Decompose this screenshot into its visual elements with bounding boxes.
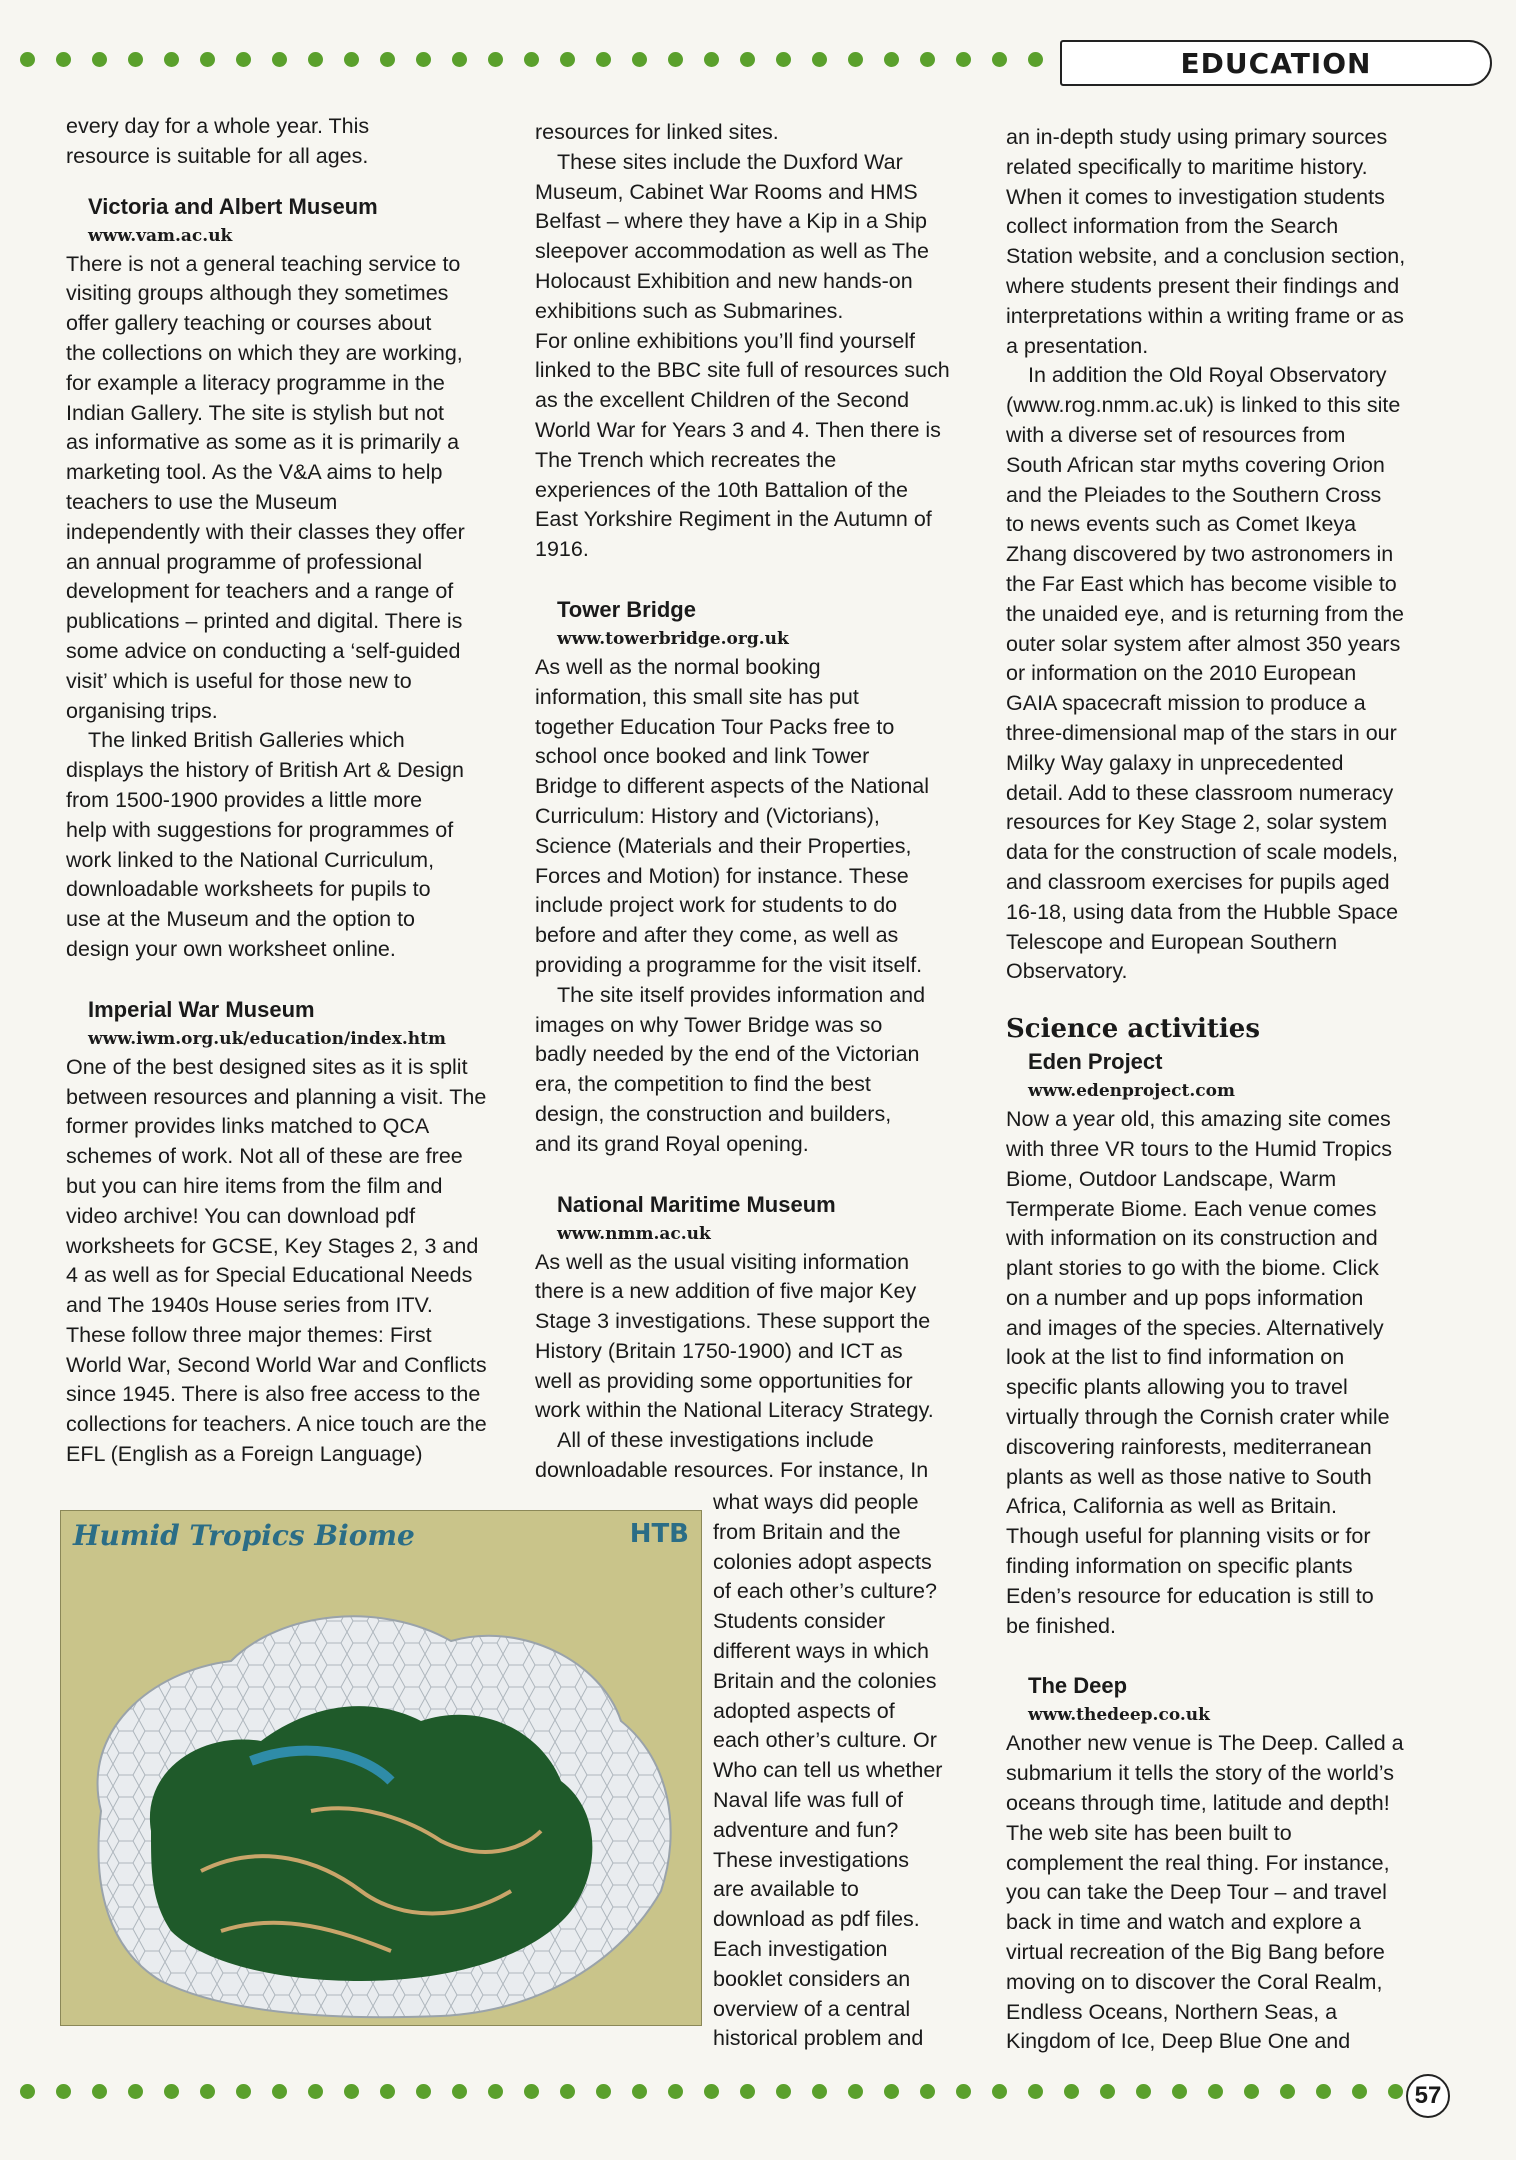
text-line: related specifically to maritime history. <box>1006 154 1368 179</box>
text-line: are available to <box>713 1877 859 1902</box>
rule-dot <box>92 52 107 67</box>
rule-dot <box>344 52 359 67</box>
text-line: the Far East which has become visible to <box>1006 571 1397 596</box>
text-line: linked to the BBC site full of resources such <box>535 358 950 383</box>
page-number-badge <box>1406 2074 1450 2118</box>
text-line: information, this small site has put <box>535 684 859 709</box>
text-line: As well as the usual visiting information <box>535 1249 910 1274</box>
section-label: EDUCATION <box>1180 46 1372 80</box>
text-line: These investigations <box>713 1847 909 1872</box>
text-line: specific plants allowing you to travel <box>1006 1375 1348 1400</box>
text-line: and images of the species. Alternatively <box>1006 1315 1384 1340</box>
text-line: some advice on conducting a ‘self-guided <box>66 638 461 663</box>
biome-map-figure <box>60 1510 702 2026</box>
text-line: well as providing some opportunities for <box>535 1368 913 1393</box>
text-line: virtual recreation of the Big Bang before <box>1006 1940 1385 1965</box>
deep-heading: The Deep <box>1028 1673 1128 1699</box>
text-line: Forces and Motion) for instance. These <box>535 863 909 888</box>
page-number: 57 <box>1414 2082 1442 2109</box>
eden-url[interactable]: www.edenproject.com <box>1028 1081 1235 1102</box>
observatory-paragraph <box>1006 361 1454 987</box>
text-line: East Yorkshire Regiment in the Autumn of <box>535 507 932 532</box>
rule-dot <box>128 52 143 67</box>
col3-intro <box>1006 123 1454 361</box>
text-line: a presentation. <box>1006 333 1149 358</box>
text-line: adopted aspects of <box>713 1698 895 1723</box>
text-line: work linked to the National Curriculum, <box>66 847 435 872</box>
rule-dot <box>56 52 71 67</box>
text-line: look at the list to find information on <box>1006 1345 1345 1370</box>
text-line: interpretations within a writing frame or as <box>1006 303 1404 328</box>
text-line: school once booked and link Tower <box>535 744 870 769</box>
rule-dot <box>812 52 827 67</box>
top-dotted-rule <box>20 52 1064 72</box>
text-line: visit’ which is useful for those new to <box>66 668 412 693</box>
text-line: Museum, Cabinet War Rooms and HMS <box>535 179 918 204</box>
rule-dot <box>632 52 647 67</box>
text-line: Though useful for planning visits or for <box>1006 1524 1371 1549</box>
rule-dot <box>920 2084 935 2099</box>
text-line: 1916. <box>535 537 589 562</box>
text-line: 4 as well as for Special Educational Needs <box>66 1263 473 1288</box>
text-line: former provides links matched to QCA <box>66 1114 430 1139</box>
text-line: One of the best designed sites as it is split <box>66 1054 468 1079</box>
iwm-paragraph-1 <box>66 1053 504 1470</box>
text-line: marketing tool. As the V&A aims to help <box>66 460 443 485</box>
tower-heading: Tower Bridge <box>557 596 696 622</box>
text-line: Kingdom of Ice, Deep Blue One and <box>1006 2029 1351 2054</box>
text-line: experiences of the 10th Battalion of the <box>535 477 908 502</box>
text-line: where students present their findings and <box>1006 273 1400 298</box>
text-line: you can take the Deep Tour – and travel <box>1006 1880 1387 1905</box>
text-line: independently with their classes they offer <box>66 519 465 544</box>
rule-dot <box>272 52 287 67</box>
text-line: Britain and the colonies <box>713 1668 937 1693</box>
rule-dot <box>344 2084 359 2099</box>
text-line: with a diverse set of resources from <box>1006 422 1346 447</box>
text-line: 16-18, using data from the Hubble Space <box>1006 899 1399 924</box>
rule-dot <box>1028 52 1043 67</box>
text-line: Stage 3 investigations. These support the <box>535 1309 931 1334</box>
rule-dot <box>308 2084 323 2099</box>
text-line: every day for a whole year. This <box>66 114 370 138</box>
nmm-heading: National Maritime Museum <box>557 1191 836 1217</box>
rule-dot <box>812 2084 827 2099</box>
text-line: Africa, California as well as Britain. <box>1006 1494 1337 1519</box>
tower-url[interactable]: www.towerbridge.org.uk <box>557 628 789 649</box>
rule-dot <box>956 2084 971 2099</box>
map-logo: HTB <box>629 1519 689 1549</box>
section-tab <box>1060 40 1492 86</box>
text-line: and The 1940s House series from ITV. <box>66 1293 433 1318</box>
rule-dot <box>704 2084 719 2099</box>
rule-dot <box>416 2084 431 2099</box>
text-line: The web site has been built to <box>1006 1820 1292 1845</box>
text-line: Biome, Outdoor Landscape, Warm <box>1006 1166 1337 1191</box>
text-line: sleepover accommodation as well as The <box>535 239 929 264</box>
nmm-paragraph-1 <box>535 1248 975 1427</box>
text-line: since 1945. There is also free access to the <box>66 1382 481 1407</box>
text-line: different ways in which <box>713 1638 929 1663</box>
column-2 <box>535 118 975 1486</box>
text-line: When it comes to investigation students <box>1006 184 1385 209</box>
text-line: collect information from the Search <box>1006 214 1339 239</box>
text-line: providing a programme for the visit itself. <box>535 952 923 977</box>
text-line: the collections on which they are working, <box>66 340 463 365</box>
text-line: work within the National Literacy Strategy. <box>535 1398 934 1423</box>
text-line: the unaided eye, and is returning from the <box>1006 601 1405 626</box>
nmm-paragraph-2-continued <box>713 1488 975 2054</box>
text-line: These follow three major themes: First <box>66 1322 432 1347</box>
text-line: In addition the Old Royal Observatory <box>1028 363 1387 388</box>
rule-dot <box>1172 2084 1187 2099</box>
text-line: These sites include the Duxford War <box>557 149 903 174</box>
iwm-url[interactable]: www.iwm.org.uk/education/index.htm <box>88 1028 446 1049</box>
text-line: (www.rog.nmm.ac.uk) is linked to this site <box>1006 393 1401 418</box>
nmm-url[interactable]: www.nmm.ac.uk <box>557 1223 711 1244</box>
text-line: help with suggestions for programmes of <box>66 817 454 842</box>
rule-dot <box>632 2084 647 2099</box>
text-line: an annual programme of professional <box>66 549 423 574</box>
rule-dot <box>884 2084 899 2099</box>
rule-dot <box>740 2084 755 2099</box>
text-line: EFL (English as a Foreign Language) <box>66 1442 423 1467</box>
text-line: Each investigation <box>713 1936 888 1961</box>
text-line: or information on the 2010 European <box>1006 661 1357 686</box>
text-line: before and after they come, as well as <box>535 923 899 948</box>
text-line: moving on to discover the Coral Realm, <box>1006 1969 1383 1994</box>
text-line: South African star myths covering Orion <box>1006 452 1385 477</box>
rule-dot <box>380 2084 395 2099</box>
text-line: displays the history of British Art & Design <box>66 758 464 783</box>
text-line: Curriculum: History and (Victorians), <box>535 803 880 828</box>
text-line: worksheets for GCSE, Key Stages 2, 3 and <box>66 1233 479 1258</box>
text-line: detail. Add to these classroom numeracy <box>1006 780 1394 805</box>
rule-dot <box>200 2084 215 2099</box>
rule-dot <box>380 52 395 67</box>
rule-dot <box>1280 2084 1295 2099</box>
rule-dot <box>992 52 1007 67</box>
text-line: historical problem and <box>713 2026 924 2051</box>
vam-paragraph-1 <box>66 250 504 727</box>
text-line: resources for Key Stage 2, solar system <box>1006 810 1388 835</box>
text-line: For online exhibitions you’ll find yourself <box>535 328 916 353</box>
text-line: schemes of work. Not all of these are free <box>66 1144 463 1169</box>
text-line: with information on its construction and <box>1006 1226 1378 1251</box>
text-line: of each other’s culture? <box>713 1579 937 1604</box>
column-1 <box>66 112 504 1470</box>
text-line: for example a literacy programme in the <box>66 370 445 395</box>
eden-paragraph-1 <box>1006 1105 1454 1641</box>
rule-dot <box>740 52 755 67</box>
text-line: back in time and watch and explore a <box>1006 1910 1361 1935</box>
deep-paragraph-1 <box>1006 1729 1454 2057</box>
text-line: include project work for students to do <box>535 893 898 918</box>
text-line: an in-depth study using primary sources <box>1006 125 1388 149</box>
rule-dot <box>1244 2084 1259 2099</box>
rule-dot <box>56 2084 71 2099</box>
science-activities-heading: Science activities <box>1006 1014 1260 1045</box>
text-line: but you can hire items from the film and <box>66 1173 443 1198</box>
rule-dot <box>272 2084 287 2099</box>
text-line: three-dimensional map of the stars in our <box>1006 720 1397 745</box>
text-line: plant stories to go with the biome. Click <box>1006 1256 1379 1281</box>
rule-dot <box>236 52 251 67</box>
text-line: booklet considers an <box>713 1966 911 1991</box>
text-line: Naval life was full of <box>713 1787 903 1812</box>
text-line: overview of a central <box>713 1996 911 2021</box>
rule-dot <box>596 52 611 67</box>
text-line: what ways did people <box>713 1490 919 1514</box>
text-line: Now a year old, this amazing site comes <box>1006 1107 1391 1132</box>
text-line: Milky Way galaxy in unprecedented <box>1006 750 1344 775</box>
rule-dot <box>704 52 719 67</box>
deep-url[interactable]: www.thedeep.co.uk <box>1028 1705 1210 1726</box>
text-line: Indian Gallery. The site is stylish but not <box>66 400 445 425</box>
rule-dot <box>1388 2084 1403 2099</box>
text-line: be finished. <box>1006 1613 1116 1638</box>
rule-dot <box>452 2084 467 2099</box>
rule-dot <box>920 52 935 67</box>
text-line: between resources and planning a visit. The <box>66 1084 487 1109</box>
text-line: The Trench which recreates the <box>535 447 837 472</box>
text-line: The linked British Galleries which <box>88 728 405 753</box>
text-line: from Britain and the <box>713 1519 901 1544</box>
text-line: discovering rainforests, mediterranean <box>1006 1434 1372 1459</box>
text-line: collections for teachers. A nice touch are the <box>66 1412 487 1437</box>
text-line: video archive! You can download pdf <box>66 1203 416 1228</box>
text-line: resource is suitable for all ages. <box>66 143 369 168</box>
text-line: teachers to use the Museum <box>66 489 338 514</box>
text-line: Telescope and European Southern <box>1006 929 1338 954</box>
rule-dot <box>20 52 35 67</box>
bottom-dotted-rule <box>20 2084 1424 2104</box>
rule-dot <box>560 2084 575 2099</box>
text-line: complement the real thing. For instance, <box>1006 1850 1390 1875</box>
rule-dot <box>1136 2084 1151 2099</box>
rule-dot <box>668 52 683 67</box>
rule-dot <box>848 2084 863 2099</box>
col1-intro <box>66 112 504 172</box>
rule-dot <box>992 2084 1007 2099</box>
linked-sites-paragraph <box>535 148 975 565</box>
text-line: outer solar system after almost 350 years <box>1006 631 1401 656</box>
text-line: Eden’s resource for education is still to <box>1006 1583 1374 1608</box>
text-line: each other’s culture. Or <box>713 1728 937 1753</box>
text-line: Holocaust Exhibition and new hands-on <box>535 268 913 293</box>
rule-dot <box>596 2084 611 2099</box>
rule-dot <box>776 52 791 67</box>
nmm-paragraph-2 <box>535 1426 975 1486</box>
rule-dot <box>1352 2084 1367 2099</box>
text-line: offer gallery teaching or courses about <box>66 311 432 336</box>
column-2-continued <box>713 1488 975 2054</box>
text-line: World War, Second World War and Conflicts <box>66 1352 487 1377</box>
text-line: as the excellent Children of the Second <box>535 388 910 413</box>
iwm-heading: Imperial War Museum <box>88 996 315 1022</box>
text-line: from 1500-1900 provides a little more <box>66 787 423 812</box>
rule-dot <box>20 2084 35 2099</box>
column-3 <box>1006 123 1454 2057</box>
text-line: era, the competition to find the best <box>535 1072 871 1097</box>
text-line: visiting groups although they sometimes <box>66 281 449 306</box>
rule-dot <box>1028 2084 1043 2099</box>
rule-dot <box>1064 2084 1079 2099</box>
text-line: and its grand Royal opening. <box>535 1131 809 1156</box>
rule-dot <box>164 52 179 67</box>
text-line: submarium it tells the story of the world’s <box>1006 1761 1394 1786</box>
rule-dot <box>488 52 503 67</box>
rule-dot <box>776 2084 791 2099</box>
text-line: downloadable resources. For instance, In <box>535 1458 929 1483</box>
text-line: colonies adopt aspects <box>713 1549 932 1574</box>
rule-dot <box>308 52 323 67</box>
tower-paragraph-2 <box>535 981 975 1160</box>
text-line: Bridge to different aspects of the National <box>535 774 930 799</box>
map-title: Humid Tropics Biome <box>73 1519 415 1552</box>
text-line: Belfast – where they have a Kip in a Ship <box>535 209 928 234</box>
rule-dot <box>956 52 971 67</box>
text-line: Endless Oceans, Northern Seas, a <box>1006 1999 1338 2024</box>
text-line: download as pdf files. <box>713 1907 920 1932</box>
text-line: There is not a general teaching service to <box>66 251 461 276</box>
eden-heading: Eden Project <box>1028 1049 1163 1075</box>
text-line: The site itself provides information and <box>557 982 926 1007</box>
rule-dot <box>1316 2084 1331 2099</box>
rule-dot <box>848 52 863 67</box>
text-line: Science (Materials and their Properties, <box>535 833 912 858</box>
text-line: and the Pleiades to the Southern Cross <box>1006 482 1382 507</box>
text-line: GAIA spacecraft mission to produce a <box>1006 691 1366 716</box>
text-line: Station website, and a conclusion section, <box>1006 244 1406 269</box>
text-line: badly needed by the end of the Victorian <box>535 1042 920 1067</box>
text-line: adventure and fun? <box>713 1817 899 1842</box>
text-line: resources for linked sites. <box>535 120 779 144</box>
text-line: and classroom exercises for pupils aged <box>1006 869 1390 894</box>
text-line: data for the construction of scale models, <box>1006 840 1398 865</box>
text-line: virtually through the Cornish crater while <box>1006 1405 1390 1430</box>
rule-dot <box>524 2084 539 2099</box>
col2-intro <box>535 118 975 148</box>
text-line: Termperate Biome. Each venue comes <box>1006 1196 1377 1221</box>
rule-dot <box>164 2084 179 2099</box>
text-line: publications – printed and digital. There is <box>66 609 463 634</box>
text-line: History (Britain 1750-1900) and ICT as <box>535 1338 903 1363</box>
vam-heading: Victoria and Albert Museum <box>88 193 378 219</box>
rule-dot <box>1100 2084 1115 2099</box>
text-line: images on why Tower Bridge was so <box>535 1012 883 1037</box>
rule-dot <box>1208 2084 1223 2099</box>
vam-url[interactable]: www.vam.ac.uk <box>88 225 233 246</box>
text-line: oceans through time, latitude and depth! <box>1006 1791 1390 1816</box>
rule-dot <box>524 52 539 67</box>
rule-dot <box>200 52 215 67</box>
rule-dot <box>488 2084 503 2099</box>
text-line: exhibitions such as Submarines. <box>535 298 844 323</box>
text-line: use at the Museum and the option to <box>66 907 416 932</box>
text-line: Another new venue is The Deep. Called a <box>1006 1731 1404 1756</box>
text-line: to news events such as Comet Ikeya <box>1006 512 1357 537</box>
text-line: on a number and up pops information <box>1006 1285 1364 1310</box>
text-line: organising trips. <box>66 698 218 723</box>
text-line: development for teachers and a range of <box>66 579 454 604</box>
text-line: finding information on specific plants <box>1006 1554 1353 1579</box>
text-line: design, the construction and builders, <box>535 1101 892 1126</box>
text-line: as informative as some as it is primarily a <box>66 430 460 455</box>
text-line: plants as well as those native to South <box>1006 1464 1372 1489</box>
text-line: Observatory. <box>1006 959 1128 984</box>
text-line: there is a new addition of five major Key <box>535 1279 917 1304</box>
rule-dot <box>452 52 467 67</box>
tower-paragraph-1 <box>535 653 975 981</box>
biome-map-illustration <box>61 1511 701 2025</box>
text-line: downloadable worksheets for pupils to <box>66 877 431 902</box>
rule-dot <box>416 52 431 67</box>
vam-paragraph-2 <box>66 726 504 964</box>
text-line: with three VR tours to the Humid Tropics <box>1006 1136 1392 1161</box>
rule-dot <box>668 2084 683 2099</box>
rule-dot <box>236 2084 251 2099</box>
text-line: Students consider <box>713 1609 886 1634</box>
rule-dot <box>560 52 575 67</box>
text-line: As well as the normal booking <box>535 654 821 679</box>
text-line: World War for Years 3 and 4. Then there is <box>535 417 941 442</box>
text-line: design your own worksheet online. <box>66 936 396 961</box>
rule-dot <box>884 52 899 67</box>
text-line: Zhang discovered by two astronomers in <box>1006 542 1394 567</box>
rule-dot <box>128 2084 143 2099</box>
text-line: together Education Tour Packs free to <box>535 714 895 739</box>
rule-dot <box>92 2084 107 2099</box>
text-line: All of these investigations include <box>557 1428 874 1453</box>
text-line: Who can tell us whether <box>713 1758 943 1783</box>
